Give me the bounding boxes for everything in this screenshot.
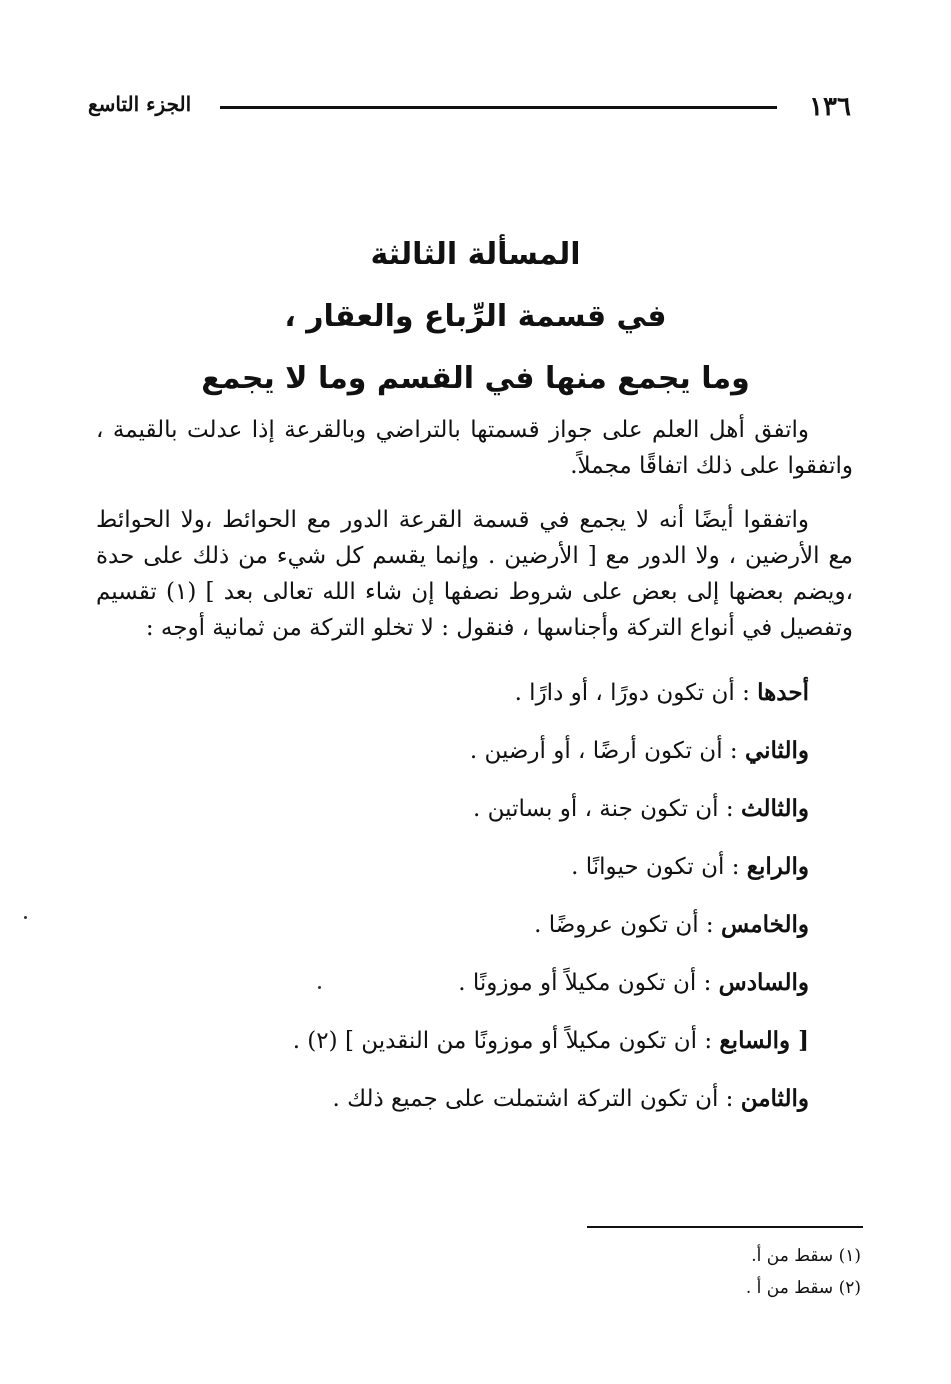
case-lead: والثامن (740, 1085, 809, 1112)
list-item (96, 664, 853, 722)
footnote: (١) سقط من أ. (751, 1246, 861, 1266)
case-text: : أن تكون حيوانًا . (571, 854, 740, 880)
case-text: : أن تكون التركة اشتملت على جميع ذلك . (332, 1086, 734, 1112)
title-line: وما يجمع منها في القسم وما لا يجمع (201, 361, 750, 396)
list-item (96, 780, 853, 838)
list-item (96, 896, 853, 954)
case-text: : أن تكون دورًا ، أو دارًا . (514, 680, 750, 706)
case-text: : أن تكون عروضًا . (534, 912, 714, 938)
case-text: : أن تكون جنة ، أو بساتين . (473, 796, 734, 822)
footnote-rule (587, 1226, 863, 1228)
case-lead: والرابع (746, 853, 809, 880)
cases-list (96, 664, 853, 1128)
case-lead: [ والسابع (719, 1027, 809, 1054)
page-number: ١٣٦ (809, 92, 851, 122)
title-line: في قسمة الرِّباع والعقار ، (284, 299, 667, 334)
title-line: المسألة الثالثة (370, 237, 581, 272)
list-item (96, 1070, 853, 1128)
list-item (96, 838, 853, 896)
case-text: : أن تكون مكيلاً أو موزونًا من النقدين ] (٢) . (292, 1028, 713, 1054)
list-item (96, 1012, 853, 1070)
scan-speck (318, 986, 321, 989)
case-lead: والخامس (720, 911, 809, 938)
running-title: الجزء التاسع (88, 92, 192, 116)
list-item (96, 954, 853, 1012)
case-lead: والسادس (718, 969, 809, 996)
case-lead: أحدها (757, 679, 809, 706)
paragraph: واتفقوا أيضًا أنه لا يجمع في قسمة القرعة الدور مع الحوائط ،ولا الحوائط مع الأرضين ، ولا الدور مع [ الأرضين . وإنما يقسم كل شيء من ذلك على حدة ،ويضم بعضها إلى بعض على شروط نصفها إن شاء الله تعالى بعد ] (١) تقسيم وتفصيل في أنواع التركة وأجناسها ، فنقول : لا تخلو التركة من ثمانية أوجه : (96, 507, 853, 641)
scan-speck (24, 916, 27, 919)
section-title (90, 224, 861, 410)
footnote: (٢) سقط من أ . (745, 1278, 861, 1298)
paragraph: واتفق أهل العلم على جواز قسمتها بالتراضي وبالقرعة إذا عدلت بالقيمة ، واتفقوا على ذلك اتفاقًا مجملاً. (96, 417, 853, 479)
page-header (88, 92, 851, 122)
case-text: : أن تكون أرضًا ، أو أرضين . (469, 738, 738, 764)
case-lead: والثاني (744, 737, 809, 764)
body-text (96, 412, 853, 1128)
list-item (96, 722, 853, 780)
case-text: : أن تكون مكيلاً أو موزونًا . (458, 970, 712, 996)
case-lead: والثالث (740, 795, 809, 822)
header-rule (220, 106, 777, 109)
footnotes (90, 1240, 861, 1304)
